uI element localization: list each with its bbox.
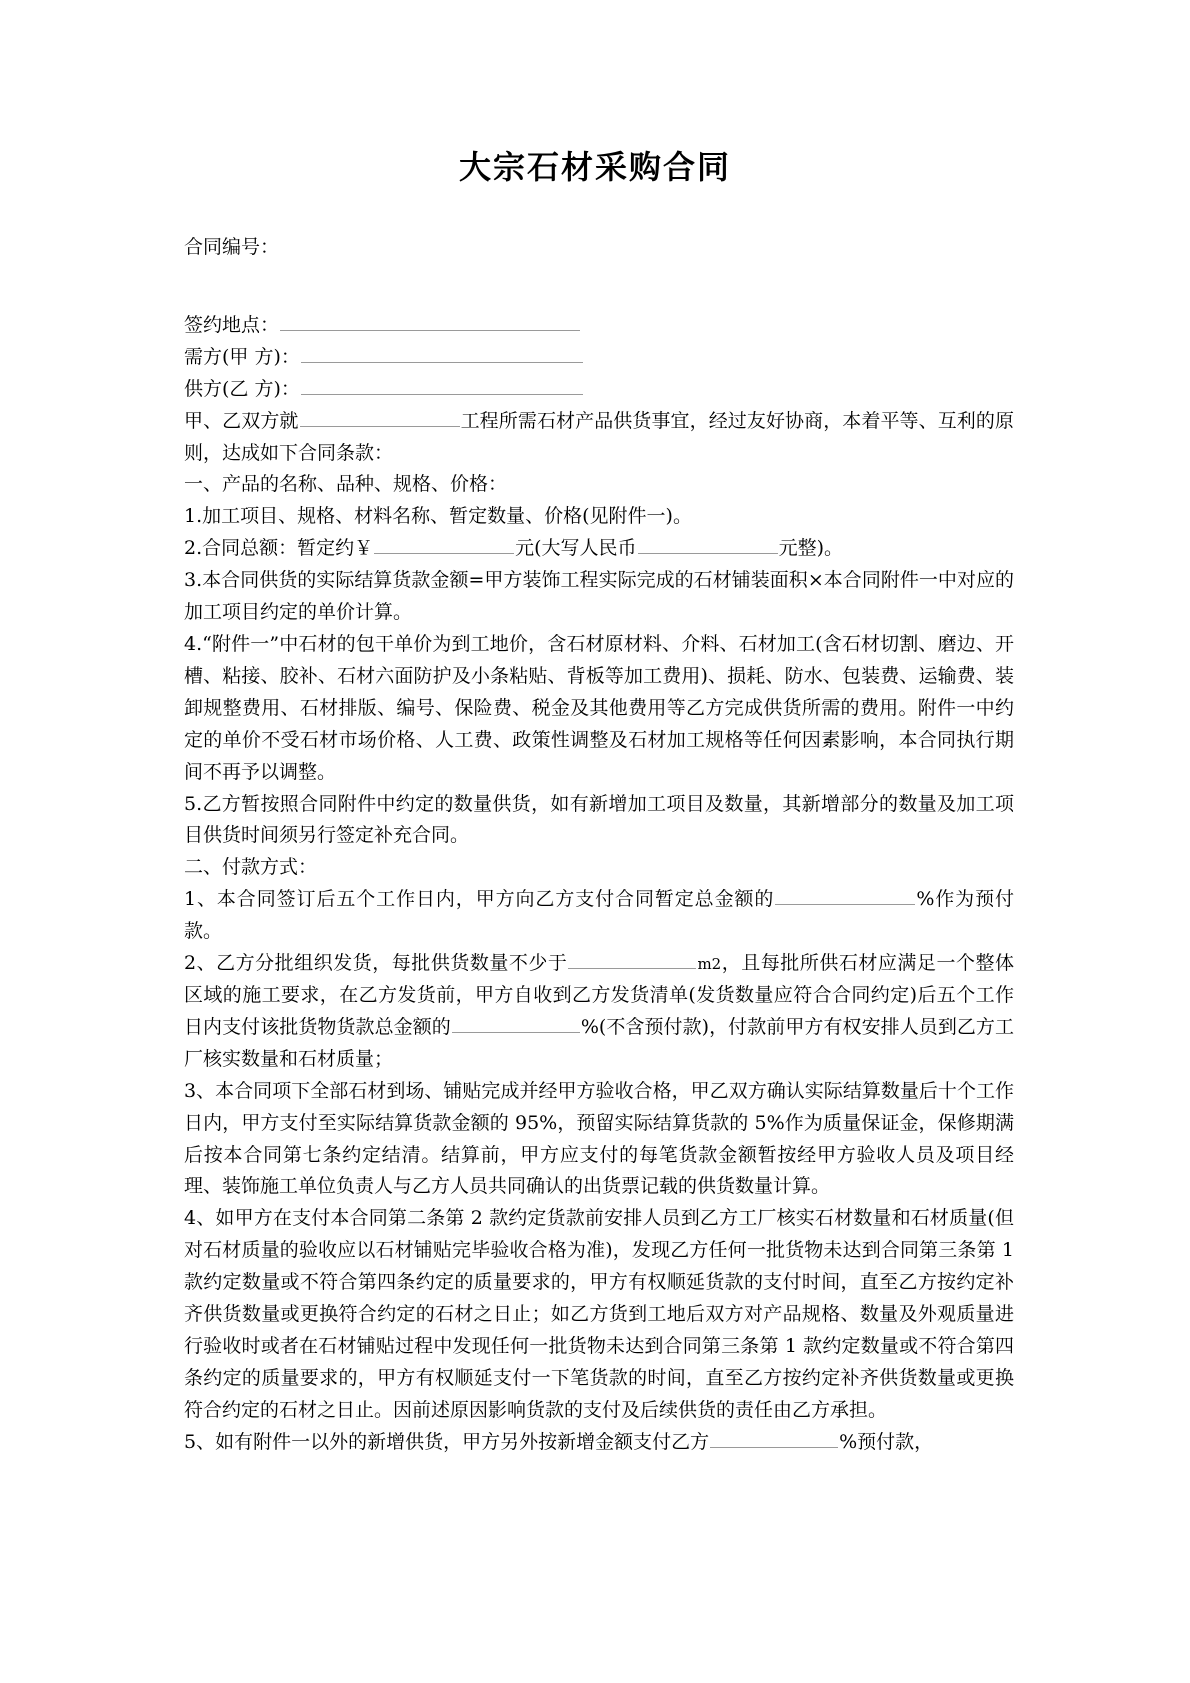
clause-1-2	[184, 533, 1014, 565]
signing-place-label: 签约地点：	[184, 313, 280, 336]
batch-quantity-blank[interactable]	[568, 948, 696, 969]
clause-2-2-text-b: ，且每批所供石材应满足一个整体区域的施工要求，在乙方发货前，甲方自收到乙方发货清单(发货数量应符合合同约定)后五个工作日内支付该批货物货款总金额的	[184, 952, 1014, 1038]
signing-place-row	[184, 310, 1014, 342]
additional-prepayment-percent-blank[interactable]	[710, 1427, 838, 1448]
clause-1-1: 1.加工项目、规格、材料名称、暂定数量、价格(见附件一)。	[184, 505, 692, 528]
preamble-paragraph	[184, 406, 1014, 470]
preamble-text-end: 工程所需石材产品供货事宜，经过友好协商，本着平等、互利的原则，达成如下合同条款：	[184, 409, 1014, 464]
clause-2-5	[184, 1427, 1014, 1459]
signing-place-blank[interactable]	[280, 310, 580, 331]
clause-2-2-text-c: %(不含预付款)，付款前甲方有权安排人员到乙方工厂核实数量和石材质量；	[184, 1015, 1014, 1070]
prepayment-percent-blank[interactable]	[775, 884, 915, 905]
document-body	[176, 234, 1014, 1458]
clause-2-1-text-a: 1、本合同签订后五个工作日内，甲方向乙方支付合同暂定总金额的	[184, 888, 775, 911]
buyer-blank[interactable]	[301, 342, 583, 363]
clause-2-1	[184, 884, 1014, 948]
project-name-blank[interactable]	[300, 406, 460, 427]
batch-payment-percent-blank[interactable]	[452, 1012, 580, 1033]
contract-number-label: 合同编号：	[184, 236, 280, 259]
clause-2-5-text-a: 5、如有附件一以外的新增供货，甲方另外按新增金额支付乙方	[184, 1430, 710, 1453]
spacer	[184, 262, 1014, 310]
section-one-title: 一、产品的名称、品种、规格、价格：	[184, 473, 508, 496]
clause-2-3: 3、本合同项下全部石材到场、铺贴完成并经甲方验收合格，甲乙双方确认实际结算数量后十个工作日内，甲方支付至实际结算货款金额的 95%，预留实际结算货款的 5%作为质量保证金，保修期满后按本合同第七条约定结清。结算前，甲方应支付的每笔货款金额暂按经甲方验收人员及项目经理、装饰施工单位负责人与乙方人员共同确认的出货票记载的供货数量计算。	[184, 1079, 1014, 1198]
clause-2-1-text-b: %作为预付款。	[184, 888, 1014, 943]
clause-2-5-text-b: %预付款，	[839, 1430, 934, 1453]
supplier-label: 供方(乙 方)：	[184, 377, 300, 400]
total-amount-words-blank[interactable]	[638, 533, 778, 554]
section-two-title: 二、付款方式：	[184, 856, 318, 879]
total-amount-digits-blank[interactable]	[374, 533, 514, 554]
clause-1-5: 5.乙方暂按照合同附件中约定的数量供货，如有新增加工项目及数量，其新增部分的数量及加工项目供货时间须另行签定补充合同。	[184, 792, 1014, 847]
clause-1-2-text-b: 元(大写人民币	[515, 537, 637, 560]
preamble-text-start: 甲、乙双方就	[184, 409, 299, 432]
batch-quantity-unit: m2	[697, 955, 722, 974]
clause-1-3: 3.本合同供货的实际结算货款金额=甲方装饰工程实际完成的石材铺装面积×本合同附件一中对应的加工项目约定的单价计算。	[184, 569, 1014, 624]
buyer-row	[184, 342, 1014, 374]
clause-2-2	[184, 948, 1014, 1076]
supplier-blank[interactable]	[301, 374, 583, 395]
clause-2-2-text-a: 2、乙方分批组织发货，每批供货数量不少于	[184, 952, 568, 975]
page-title: 大宗石材采购合同	[458, 148, 731, 186]
clause-1-4: 4.“附件一”中石材的包干单价为到工地价，含石材原材料、介料、石材加工(含石材切割、磨边、开槽、粘接、胶补、石材六面防护及小条粘贴、背板等加工费用)、损耗、防水、包装费、运输费、装卸规整费用、石材排版、编号、保险费、税金及其他费用等乙方完成供货所需的费用。附件一中约定的单价不受石材市场价格、人工费、政策性调整及石材加工规格等任何因素影响，本合同执行期间不再予以调整。	[184, 633, 1014, 783]
clause-2-4: 4、如甲方在支付本合同第二条第 2 款约定货款前安排人员到乙方工厂核实石材数量和石材质量(但对石材质量的验收应以石材铺贴完毕验收合格为准)，发现乙方任何一批货物未达到合同第三条第 1 款约定数量或不符合第四条约定的质量要求的，甲方有权顺延货款的支付时间，直至乙方按约定补齐供货数量或更换符合约定的石材之日止；如乙方货到工地后双方对产品规格、数量及外观质量进行验收时或者在石材铺贴过程中发现任何一批货物未达到合同第三条第 1 款约定数量或不符合第四条约定的质量要求的，甲方有权顺延支付一下笔货款的时间，直至乙方按约定补齐供货数量或更换符合约定的石材之日止。因前述原因影响货款的支付及后续供货的责任由乙方承担。	[184, 1207, 1014, 1421]
clause-1-2-text-a: 2.合同总额：暂定约￥	[184, 537, 374, 560]
buyer-label: 需方(甲 方)：	[184, 345, 300, 368]
supplier-row	[184, 374, 1014, 406]
clause-1-2-text-c: 元整)。	[778, 537, 843, 560]
